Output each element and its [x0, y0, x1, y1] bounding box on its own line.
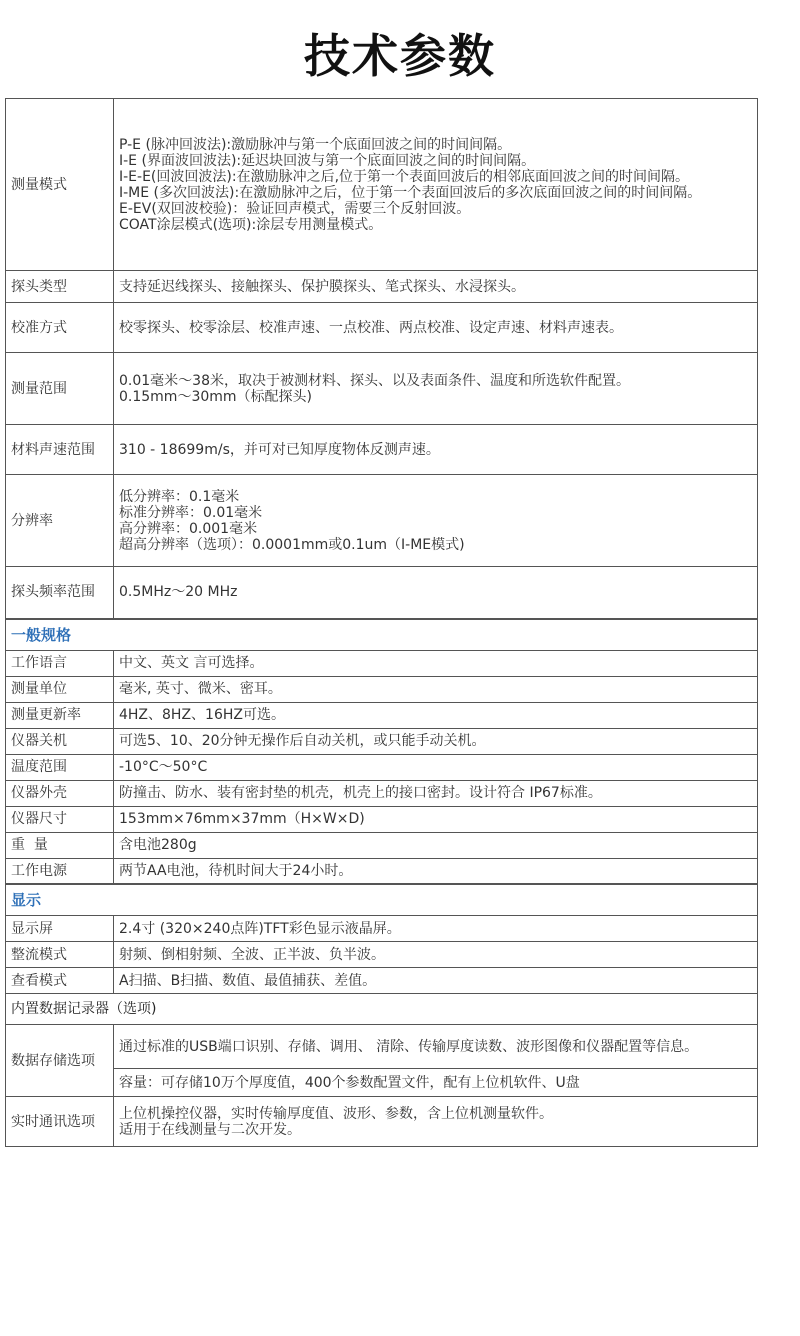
spec-key: 温度范围: [6, 754, 114, 780]
section-recorder: [6, 994, 758, 1025]
spec-key: 测量更新率: [6, 702, 114, 728]
spec-key: 校准方式: [6, 303, 114, 353]
spec-value: 容量：可存储10万个厚度值，400个参数配置文件，配有上位机软件、U盘: [114, 1069, 758, 1097]
spec-row-probe-type: [6, 271, 758, 303]
spec-key: 仪器关机: [6, 728, 114, 754]
recorder-storage-row: [6, 1025, 758, 1069]
display-row: [6, 968, 758, 994]
spec-value: 153mm×76mm×37mm（H×W×D): [114, 806, 758, 832]
spec-row-resolution: [6, 475, 758, 567]
value-line: 低分辨率：0.1毫米: [119, 488, 240, 505]
general-row: [6, 728, 758, 754]
spec-key: 数据存储选项: [6, 1025, 114, 1097]
spec-value: [114, 271, 758, 303]
spec-key: 测量范围: [6, 353, 114, 425]
spec-value: 射频、倒相射频、全波、正半波、负半波。: [114, 942, 758, 968]
general-row: [6, 650, 758, 676]
general-row: [6, 858, 758, 884]
spec-key: 测量模式: [6, 99, 114, 271]
spec-value: 中文、英文 言可选择。: [114, 650, 758, 676]
spec-value: 通过标准的USB端口识别、存储、调用、 清除、传输厚度读数、波形图像和仪器配置等信息。: [114, 1025, 758, 1069]
section-display: [6, 884, 758, 916]
spec-row-calibration: [6, 303, 758, 353]
spec-key: 工作语言: [6, 650, 114, 676]
value-line: 0.15mm～30mm（标配探头): [119, 388, 312, 405]
spec-value: 防撞击、防水、装有密封垫的机壳，机壳上的接口密封。设计符合 IP67标准。: [114, 780, 758, 806]
spec-row-velocity: [6, 425, 758, 475]
value-line: 适用于在线测量与二次开发。: [119, 1121, 301, 1138]
recorder-capacity-row: [6, 1069, 758, 1097]
general-row: [6, 832, 758, 858]
spec-key: 工作电源: [6, 858, 114, 884]
value-line: I-E (界面波回波法):延迟块回波与第一个底面回波之间的时间间隔。: [119, 152, 536, 169]
spec-value: 2.4寸 (320×240点阵)TFT彩色显示液晶屏。: [114, 916, 758, 942]
spec-value: 含电池280g: [114, 832, 758, 858]
spec-value: 可选5、10、20分钟无操作后自动关机，或只能手动关机。: [114, 728, 758, 754]
value-line: 高分辨率：0.001毫米: [119, 520, 258, 537]
section-heading: 一般规格: [6, 619, 758, 651]
section-heading: 内置数据记录器（选项): [6, 994, 758, 1025]
spec-key: 测量单位: [6, 676, 114, 702]
section-general: [6, 619, 758, 651]
general-row: [6, 806, 758, 832]
spec-row-measure-mode: [6, 99, 758, 271]
spec-key: 整流模式: [6, 942, 114, 968]
section-heading: 显示: [6, 884, 758, 916]
spec-key: 显示屏: [6, 916, 114, 942]
value-line: 标准分辨率：0.01毫米: [119, 504, 263, 521]
value-line: 校零探头、校零涂层、校准声速、一点校准、两点校准、设定声速、材料声速表。: [119, 319, 623, 336]
spec-key: 分辨率: [6, 475, 114, 567]
spec-sheet: [5, 98, 757, 1147]
spec-key: 查看模式: [6, 968, 114, 994]
spec-value: A扫描、B扫描、数值、最值捕获、差值。: [114, 968, 758, 994]
value-line: 0.01毫米～38米，取决于被测材料、探头、以及表面条件、温度和所选软件配置。: [119, 372, 630, 389]
spec-value: [114, 303, 758, 353]
value-line: COAT涂层模式(选项):涂层专用测量模式。: [119, 216, 383, 233]
spec-value: [114, 1097, 758, 1147]
value-line: 0.5MHz～20 MHz: [119, 584, 238, 601]
display-row: [6, 942, 758, 968]
value-line: 支持延迟线探头、接触探头、保护膜探头、笔式探头、水浸探头。: [119, 278, 525, 295]
spec-key: 仪器尺寸: [6, 806, 114, 832]
spec-value: [114, 567, 758, 619]
general-row: [6, 754, 758, 780]
value-line: I-E-E(回波回波法):在激励脉冲之后,位于第一个表面回波后的相邻底面回波之间的时间间隔。: [119, 168, 690, 185]
value-line: E-EV(双回波校验)：验证回声模式，需要三个反射回波。: [119, 200, 471, 217]
spec-key: 材料声速范围: [6, 425, 114, 475]
spec-value: 毫米, 英寸、微米、密耳。: [114, 676, 758, 702]
value-line: 超高分辨率（选项）：0.0001mm或0.1um（I-ME模式): [119, 536, 465, 553]
general-row: [6, 780, 758, 806]
value-line: P-E (脉冲回波法):激励脉冲与第一个底面回波之间的时间间隔。: [119, 136, 512, 153]
spec-row-range: [6, 353, 758, 425]
spec-value: 4HZ、8HZ、16HZ可选。: [114, 702, 758, 728]
general-row: [6, 676, 758, 702]
spec-value: -10°C～50°C: [114, 754, 758, 780]
spec-key: 仪器外壳: [6, 780, 114, 806]
spec-value: [114, 425, 758, 475]
general-row: [6, 702, 758, 728]
spec-value: [114, 353, 758, 425]
spec-key: 探头类型: [6, 271, 114, 303]
value-line: I-ME (多次回波法):在激励脉冲之后，位于第一个表面回波后的多次底面回波之间的时间间隔。: [119, 184, 702, 201]
spec-key: 重 量: [6, 832, 114, 858]
spec-value: [114, 475, 758, 567]
recorder-realtime-row: [6, 1097, 758, 1147]
display-row: [6, 916, 758, 942]
spec-row-frequency: [6, 567, 758, 619]
value-line: 310 - 18699m/s，并可对已知厚度物体反测声速。: [119, 441, 440, 458]
value-line: 上位机操控仪器，实时传输厚度值、波形、参数，含上位机测量软件。: [119, 1105, 553, 1122]
spec-key: 探头频率范围: [6, 567, 114, 619]
spec-key: 实时通讯选项: [6, 1097, 114, 1147]
spec-value: 两节AA电池，待机时间大于24小时。: [114, 858, 758, 884]
page-title: 技术参数: [304, 29, 496, 83]
spec-table: [5, 98, 758, 1147]
spec-value: [114, 99, 758, 271]
